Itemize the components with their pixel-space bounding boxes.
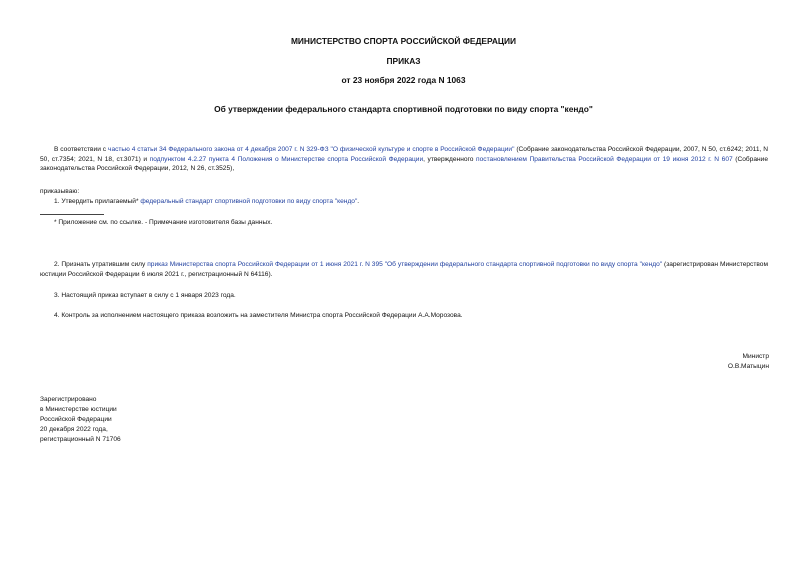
footnote-divider — [40, 214, 104, 215]
registration-line-3: Российской Федерации — [40, 416, 112, 423]
registration-line-4: 20 декабря 2022 года, — [40, 426, 108, 433]
order-word: приказываю: — [40, 188, 80, 195]
doc-subject: Об утверждении федерального стандарта спортивной подготовки по виду спорта "кендо" — [214, 104, 593, 114]
preamble-text-2: (Собрание законодательства Российской Федерации, 2007, N 50, ст.6242; 2011, N 50, ст.7354; 2021, N 18, ст.3071) и — [40, 146, 769, 163]
preamble-paragraph — [40, 145, 768, 174]
item-1-end: . — [357, 198, 360, 205]
registration-line-1: Зарегистрировано — [40, 396, 97, 403]
item-2-end: (зарегистрирован Министерством юстиции Российской Федерации 6 июля 2021 г., регистрационный N 64116). — [40, 261, 768, 278]
preamble-text-4: (Собрание законодательства Российской Федерации, 2012, N 26, ст.3525), — [40, 155, 768, 172]
signature-name: О.В.Матыцин — [727, 363, 769, 370]
item-2-text: 2. Признать утратившим силу — [54, 261, 148, 268]
doc-date-number: от 23 ноября 2022 года N 1063 — [341, 75, 466, 85]
registration-block — [40, 395, 121, 445]
registration-line-5: регистрационный N 71706 — [40, 436, 121, 443]
signature-position: Министр — [742, 353, 769, 360]
registration-line-2: в Министерстве юстиции — [40, 406, 117, 413]
item-4: 4. Контроль за исполнением настоящего приказа возложить на заместителя Министра спорта Российской Федерации А.А.Морозова. — [54, 312, 463, 319]
revoked-order-link[interactable]: приказ Министерства спорта Российской Федерации от 1 июня 2021 г. N 395 "Об утверждении федерального стандарта спортивной подготовки по виду спорта "кендо" — [147, 261, 663, 268]
item-2 — [40, 260, 768, 279]
law-link[interactable]: частью 4 статьи 34 Федерального закона от 4 декабря 2007 г. N 329-ФЗ "О физической культуре и спорте в Российской Федерации" — [108, 146, 515, 153]
footnote: * Приложение см. по ссылке. - Примечание изготовителя базы данных. — [54, 219, 273, 226]
standard-link[interactable]: федеральный стандарт спортивной подготовки по виду спорта "кендо" — [140, 198, 358, 205]
regulation-link[interactable]: подпунктом 4.2.27 пункта 4 Положения о Министерстве спорта Российской Федерации — [149, 155, 424, 163]
item-3: 3. Настоящий приказ вступает в силу с 1 января 2023 года. — [54, 292, 236, 299]
government-decree-link[interactable]: постановлением Правительства Российской Федерации от 19 июня 2012 г. N 607 — [476, 155, 733, 163]
doc-type: ПРИКАЗ — [386, 56, 421, 66]
item-1 — [40, 197, 768, 207]
preamble-text-3: , утвержденного — [423, 155, 477, 163]
preamble-text-1: В соответствии с — [54, 146, 109, 153]
item-1-text: 1. Утвердить прилагаемый* — [54, 198, 141, 205]
ministry-title: МИНИСТЕРСТВО СПОРТА РОССИЙСКОЙ ФЕДЕРАЦИИ — [290, 36, 517, 46]
